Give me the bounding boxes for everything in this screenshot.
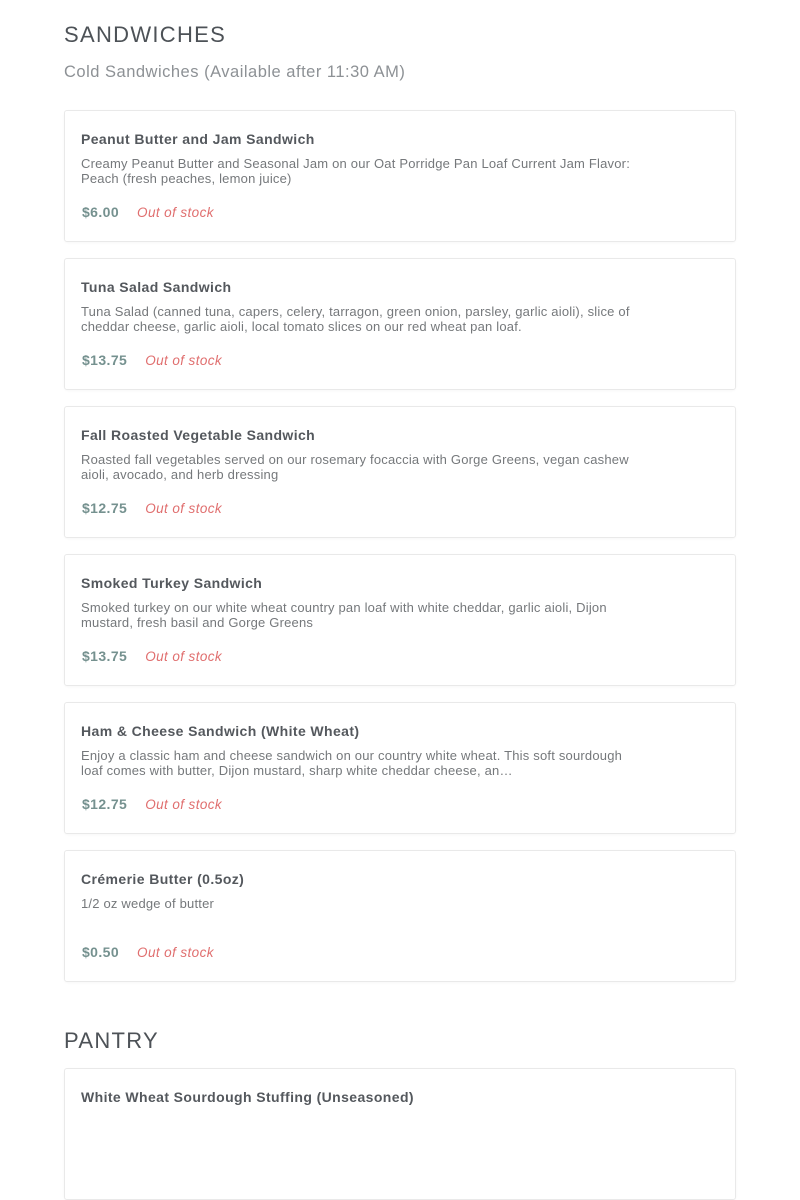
section-subtitle: Cold Sandwiches (Available after 11:30 AM) (64, 63, 406, 81)
out-of-stock-badge: Out of stock (145, 501, 223, 516)
item-description: Roasted fall vegetables served on our rosemary focaccia with Gorge Greens, vegan cashew aioli, avocado, and herb dressing (81, 453, 629, 482)
item-price: $6.00 (82, 204, 120, 220)
item-footer (82, 796, 222, 813)
item-description: 1/2 oz wedge of butter (81, 897, 215, 911)
out-of-stock-badge: Out of stock (137, 945, 214, 960)
menu-section (64, 22, 736, 982)
item-description: Smoked turkey on our white wheat country pan loaf with white cheddar, garlic aioli, Dijon mustard, fresh basil and Gorge Greens (81, 601, 607, 630)
item-description: Creamy Peanut Butter and Seasonal Jam on our Oat Porridge Pan Loaf Current Jam Flavor: Peach (fresh peaches, lemon juice) (81, 157, 631, 186)
item-name: Crémerie Butter (0.5oz) (81, 871, 245, 887)
item-name: Smoked Turkey Sandwich (81, 575, 263, 591)
menu-item-card[interactable] (64, 850, 736, 982)
item-name: Tuna Salad Sandwich (81, 279, 232, 295)
menu-section (64, 1028, 736, 1200)
menu-item-card[interactable] (64, 406, 736, 538)
item-price: $13.75 (82, 352, 128, 368)
item-footer (82, 944, 214, 961)
item-footer (82, 648, 222, 665)
item-price: $0.50 (82, 944, 120, 960)
item-name: Ham & Cheese Sandwich (White Wheat) (81, 723, 360, 739)
out-of-stock-badge: Out of stock (145, 649, 223, 664)
item-name: Peanut Butter and Jam Sandwich (81, 131, 315, 147)
out-of-stock-badge: Out of stock (137, 205, 214, 220)
item-footer (82, 352, 222, 369)
menu-item-card[interactable] (64, 110, 736, 242)
item-price: $12.75 (82, 500, 128, 516)
menu-item-card[interactable] (64, 702, 736, 834)
item-name: Fall Roasted Vegetable Sandwich (81, 427, 316, 443)
menu-item-list (64, 1068, 736, 1200)
section-title: PANTRY (64, 1028, 160, 1053)
item-footer (82, 500, 222, 517)
item-footer (82, 204, 214, 221)
item-description: Enjoy a classic ham and cheese sandwich on our country white wheat. This soft sourdough loaf comes with butter, Dijon mustard, sharp white cheddar cheese, an… (81, 749, 623, 778)
section-title: SANDWICHES (64, 22, 227, 47)
menu-item-card[interactable] (64, 258, 736, 390)
item-description: Tuna Salad (canned tuna, capers, celery, tarragon, green onion, parsley, garlic aioli), slice of cheddar cheese, garlic aioli, local tomato slices on our red wheat pan loaf. (81, 305, 630, 334)
item-price: $12.75 (82, 796, 128, 812)
out-of-stock-badge: Out of stock (145, 353, 223, 368)
menu-item-card[interactable] (64, 1068, 736, 1200)
menu-item-list (64, 110, 736, 982)
menu-item-card[interactable] (64, 554, 736, 686)
item-price: $13.75 (82, 648, 128, 664)
out-of-stock-badge: Out of stock (145, 797, 223, 812)
item-name: White Wheat Sourdough Stuffing (Unseasoned) (81, 1089, 414, 1105)
